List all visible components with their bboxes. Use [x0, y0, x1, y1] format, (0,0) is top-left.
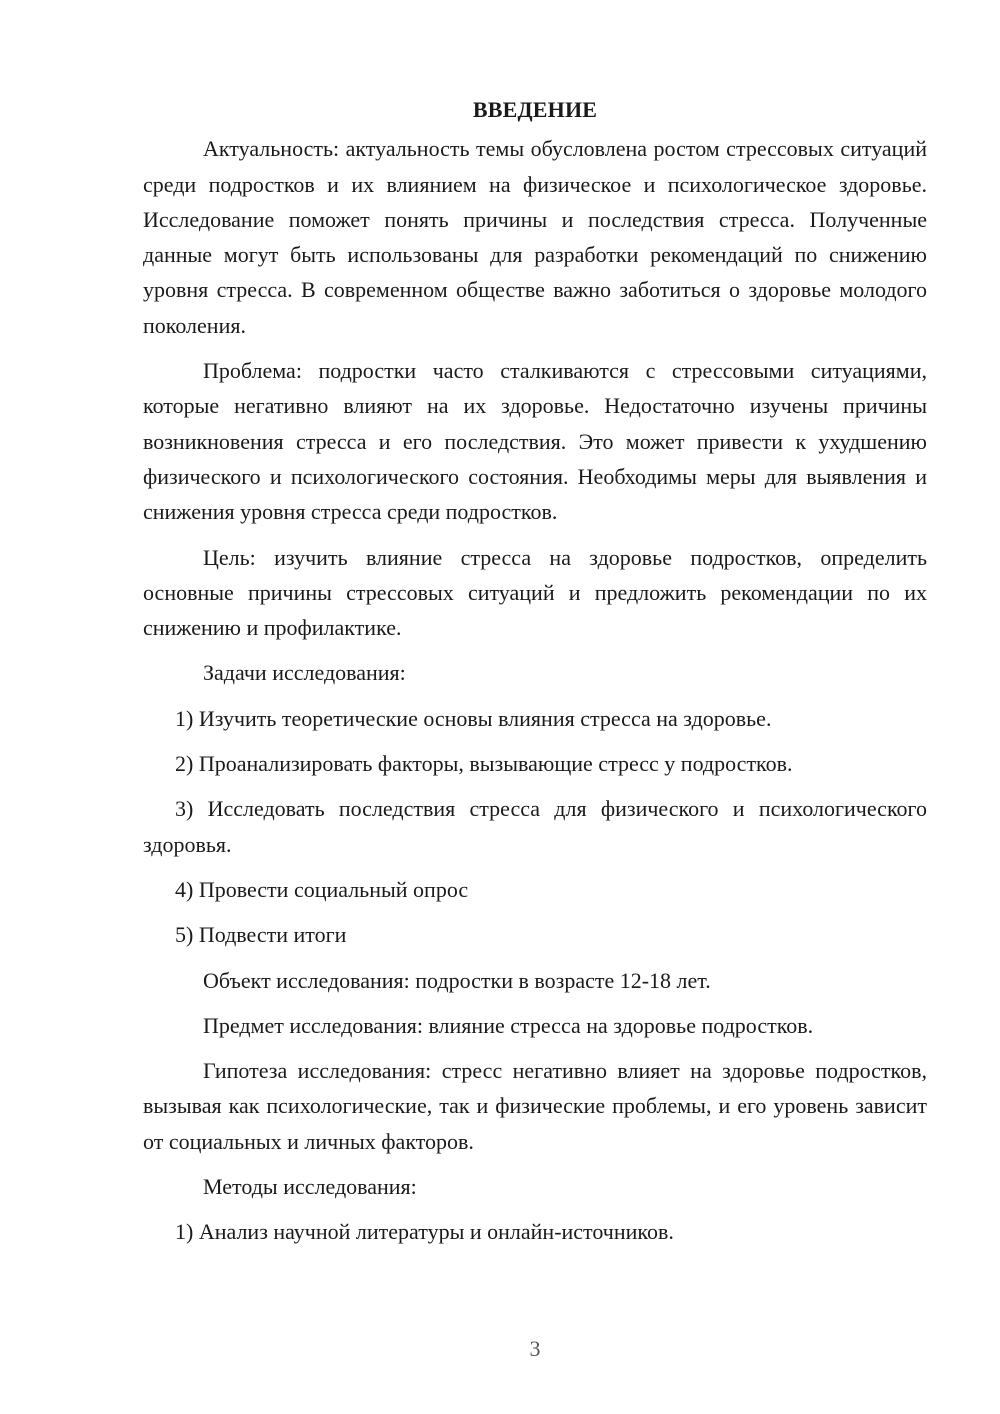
paragraph-tasks-title: Задачи исследования:	[203, 660, 406, 686]
paragraph-goal: Цель: изучить влияние стресса на здоровье подростков, определить основные причины стрессовых ситуаций и предложить рекомендации по их снижению и профилактике.	[143, 544, 927, 641]
method-item-1: 1) Анализ научной литературы и онлайн-источников.	[175, 1219, 674, 1245]
task-item-4: 4) Провести социальный опрос	[175, 876, 469, 902]
paragraph-problem: Проблема: подростки часто сталкиваются с стрессовыми ситуациями, которые негативно влияют на их здоровье. Недостаточно изучены причины возникновения стресса и его последствия. Это может привести к ухудшению физического и психологического состояния. Необходимы меры для выявления и снижения уровня стресса среди подростков.	[143, 358, 927, 525]
task-item-1: 1) Изучить теоретические основы влияния стресса на здоровье.	[175, 705, 772, 731]
task-item-2: 2) Проанализировать факторы, вызывающие стресс у подростков.	[175, 751, 793, 777]
document-body	[143, 92, 927, 1260]
task-item-3: 3) Исследовать последствия стресса для физического и психологического здоровья.	[143, 796, 927, 857]
paragraph-object: Объект исследования: подростки в возрасте 12-18 лет.	[203, 967, 711, 993]
paragraph-relevance: Актуальность: актуальность темы обусловлена ростом стрессовых ситуаций среди подростков и их влиянием на физическое и психологическое здоровье. Исследование поможет понять причины и последствия стресса. Полученные данные могут быть использованы для разработки рекомендаций по снижению уровня стресса. В современном обществе важно заботиться о здоровье молодого поколения.	[143, 136, 927, 338]
page-number: 3	[529, 1336, 541, 1361]
task-item-5: 5) Подвести итоги	[175, 922, 347, 948]
paragraph-hypothesis: Гипотеза исследования: стресс негативно влияет на здоровье подростков, вызывая как психологические, так и физические проблемы, и его уровень зависит от социальных и личных факторов.	[143, 1058, 927, 1154]
section-heading: ВВЕДЕНИЕ	[472, 97, 598, 122]
paragraph-methods-title: Методы исследования:	[203, 1174, 417, 1200]
paragraph-subject: Предмет исследования: влияние стресса на здоровье подростков.	[203, 1012, 814, 1038]
